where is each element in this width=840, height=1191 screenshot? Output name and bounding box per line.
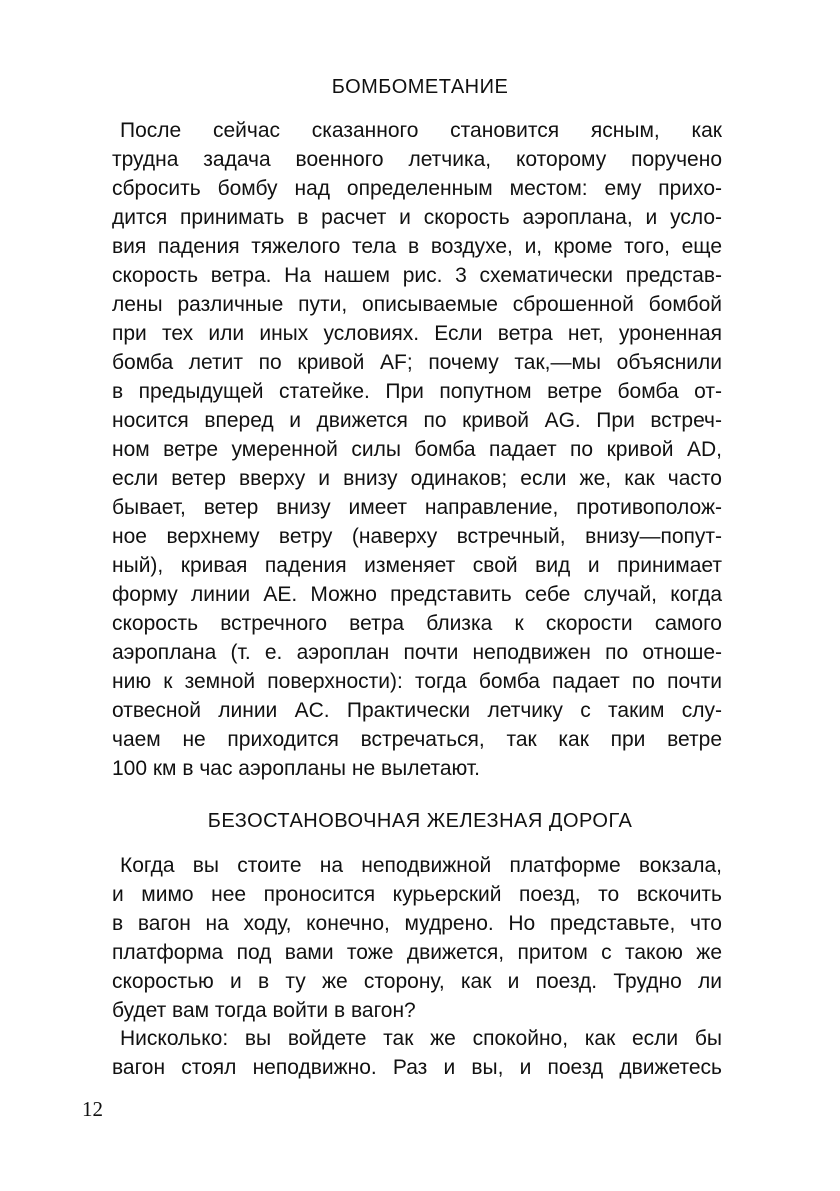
paragraph-railway-1 [112,851,722,1025]
text-line: ном ветре умеренной силы бомба падает по кривой AD, [112,438,722,461]
text-line: трудна задача военного летчика, которому поручено [112,148,722,171]
text-line: при тех или иных условиях. Если ветра нет, уроненная [112,322,722,345]
text-line: Когда вы стоите на неподвижной платформе вокзала, [120,854,722,877]
text-line: отвесной линии AC. Практически летчику с таким слу- [112,699,722,722]
section-title-bombing: БОМБОМЕТАНИЕ [331,76,509,98]
section-title-railway: БЕЗОСТАНОВОЧНАЯ ЖЕЛЕЗНАЯ ДОРОГА [207,810,633,832]
text-line: скорость ветра. На нашем рис. 3 схематически представ- [112,264,722,287]
paragraph-bombing [112,116,722,783]
text-line: 100 км в час аэропланы не вылетают. [112,757,480,780]
text-line: и мимо нее проносится курьерский поезд, то вскочить [112,883,722,906]
text-line: Нисколько: вы войдете так же спокойно, как если бы [120,1027,722,1050]
text-line: сбросить бомбу над определенным местом: ему прихо- [112,177,722,200]
text-line: носится вперед и движется по кривой AG. При встреч- [112,409,722,432]
text-line: лены различные пути, описываемые сброшенной бомбой [112,293,722,316]
text-line: аэроплана (т. е. аэроплан почти неподвижен по отноше- [112,641,722,664]
text-line: если ветер вверху и внизу одинаков; если же, как часто [112,467,722,490]
text-line: в предыдущей статейке. При попутном ветре бомба от- [112,380,722,403]
text-line: ное верхнему ветру (наверху встречный, внизу—попут- [112,525,722,548]
text-line: ный), кривая падения изменяет свой вид и принимает [112,554,722,577]
text-line: скоростью и в ту же сторону, как и поезд. Трудно ли [112,970,722,993]
text-line: форму линии AE. Можно представить себе случай, когда [112,583,722,606]
paragraph-railway-2 [112,1024,722,1082]
text-line: будет вам тогда войти в вагон? [112,999,416,1022]
text-line: бывает, ветер внизу имеет направление, противополож- [112,496,722,519]
text-line: дится принимать в расчет и скорость аэроплана, и усло- [112,206,722,229]
text-line: в вагон на ходу, конечно, мудрено. Но представьте, что [112,912,722,935]
text-line: вагон стоял неподвижно. Раз и вы, и поезд движетесь [112,1056,722,1079]
text-line: платформа под вами тоже движется, притом с такою же [112,941,722,964]
text-line: чаем не приходится встречаться, так как при ветре [112,728,722,751]
text-line: После сейчас сказанного становится ясным, как [120,119,722,142]
page-number: 12 [82,1097,103,1121]
text-line: бомба летит по кривой AF; почему так,—мы объяснили [112,351,722,374]
text-line: нию к земной поверхности): тогда бомба падает по почти [112,670,722,693]
text-line: вия падения тяжелого тела в воздухе, и, кроме того, еще [112,235,722,258]
text-line: скорость встречного ветра близка к скорости самого [112,612,722,635]
